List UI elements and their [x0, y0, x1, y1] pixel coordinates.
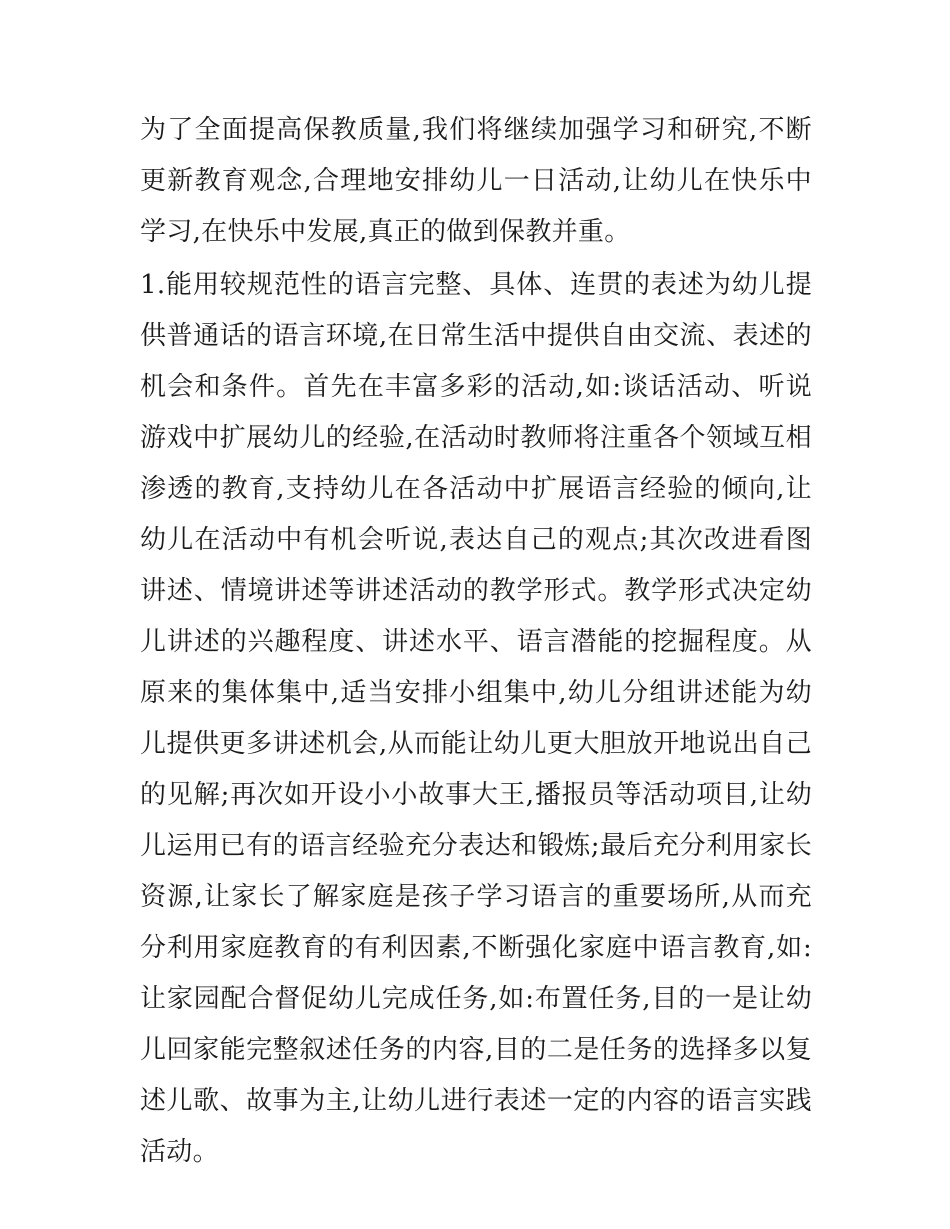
paragraph-item-1: 1.能用较规范性的语言完整、具体、连贯的表述为幼儿提供普通话的语言环境,在日常生活中提供自由交流、表述的机会和条件。首先在丰富多彩的活动,如:谈话活动、听说游戏中扩展幼儿的经验,在活动时教师将注重各个领域互相渗透的教育,支持幼儿在各活动中扩展语言经验的倾向,让幼儿在活动中有机会听说,表达自己的观点;其次改进看图讲述、情境讲述等讲述活动的教学形式。教学形式决定幼儿讲述的兴趣程度、讲述水平、语言潜能的挖掘程度。从原来的集体集中,适当安排小组集中,幼儿分组讲述能为幼儿提供更多讲述机会,从而能让幼儿更大胆放开地说出自己的见解;再次如开设小小故事大王,播报员等活动项目,让幼儿运用已有的语言经验充分表达和锻炼;最后充分利用家长资源,让家长了解家庭是孩子学习语言的重要场所,从而充分利用家庭教育的有利因素,不断强化家庭中语言教育,如:让家园配合督促幼儿完成任务,如:布置任务,目的一是让幼儿回家能完整叙述任务的内容,目的二是任务的选择多以复述儿歌、故事为主,让幼儿进行表述一定的内容的语言实践活动。 [140, 270, 812, 1167]
paragraph-intro: 为了全面提高保教质量,我们将继续加强学习和研究,不断更新教育观念,合理地安排幼儿一日活动,让幼儿在快乐中学习,在快乐中发展,真正的做到保教并重。 [140, 115, 812, 247]
document-body [140, 105, 812, 1178]
